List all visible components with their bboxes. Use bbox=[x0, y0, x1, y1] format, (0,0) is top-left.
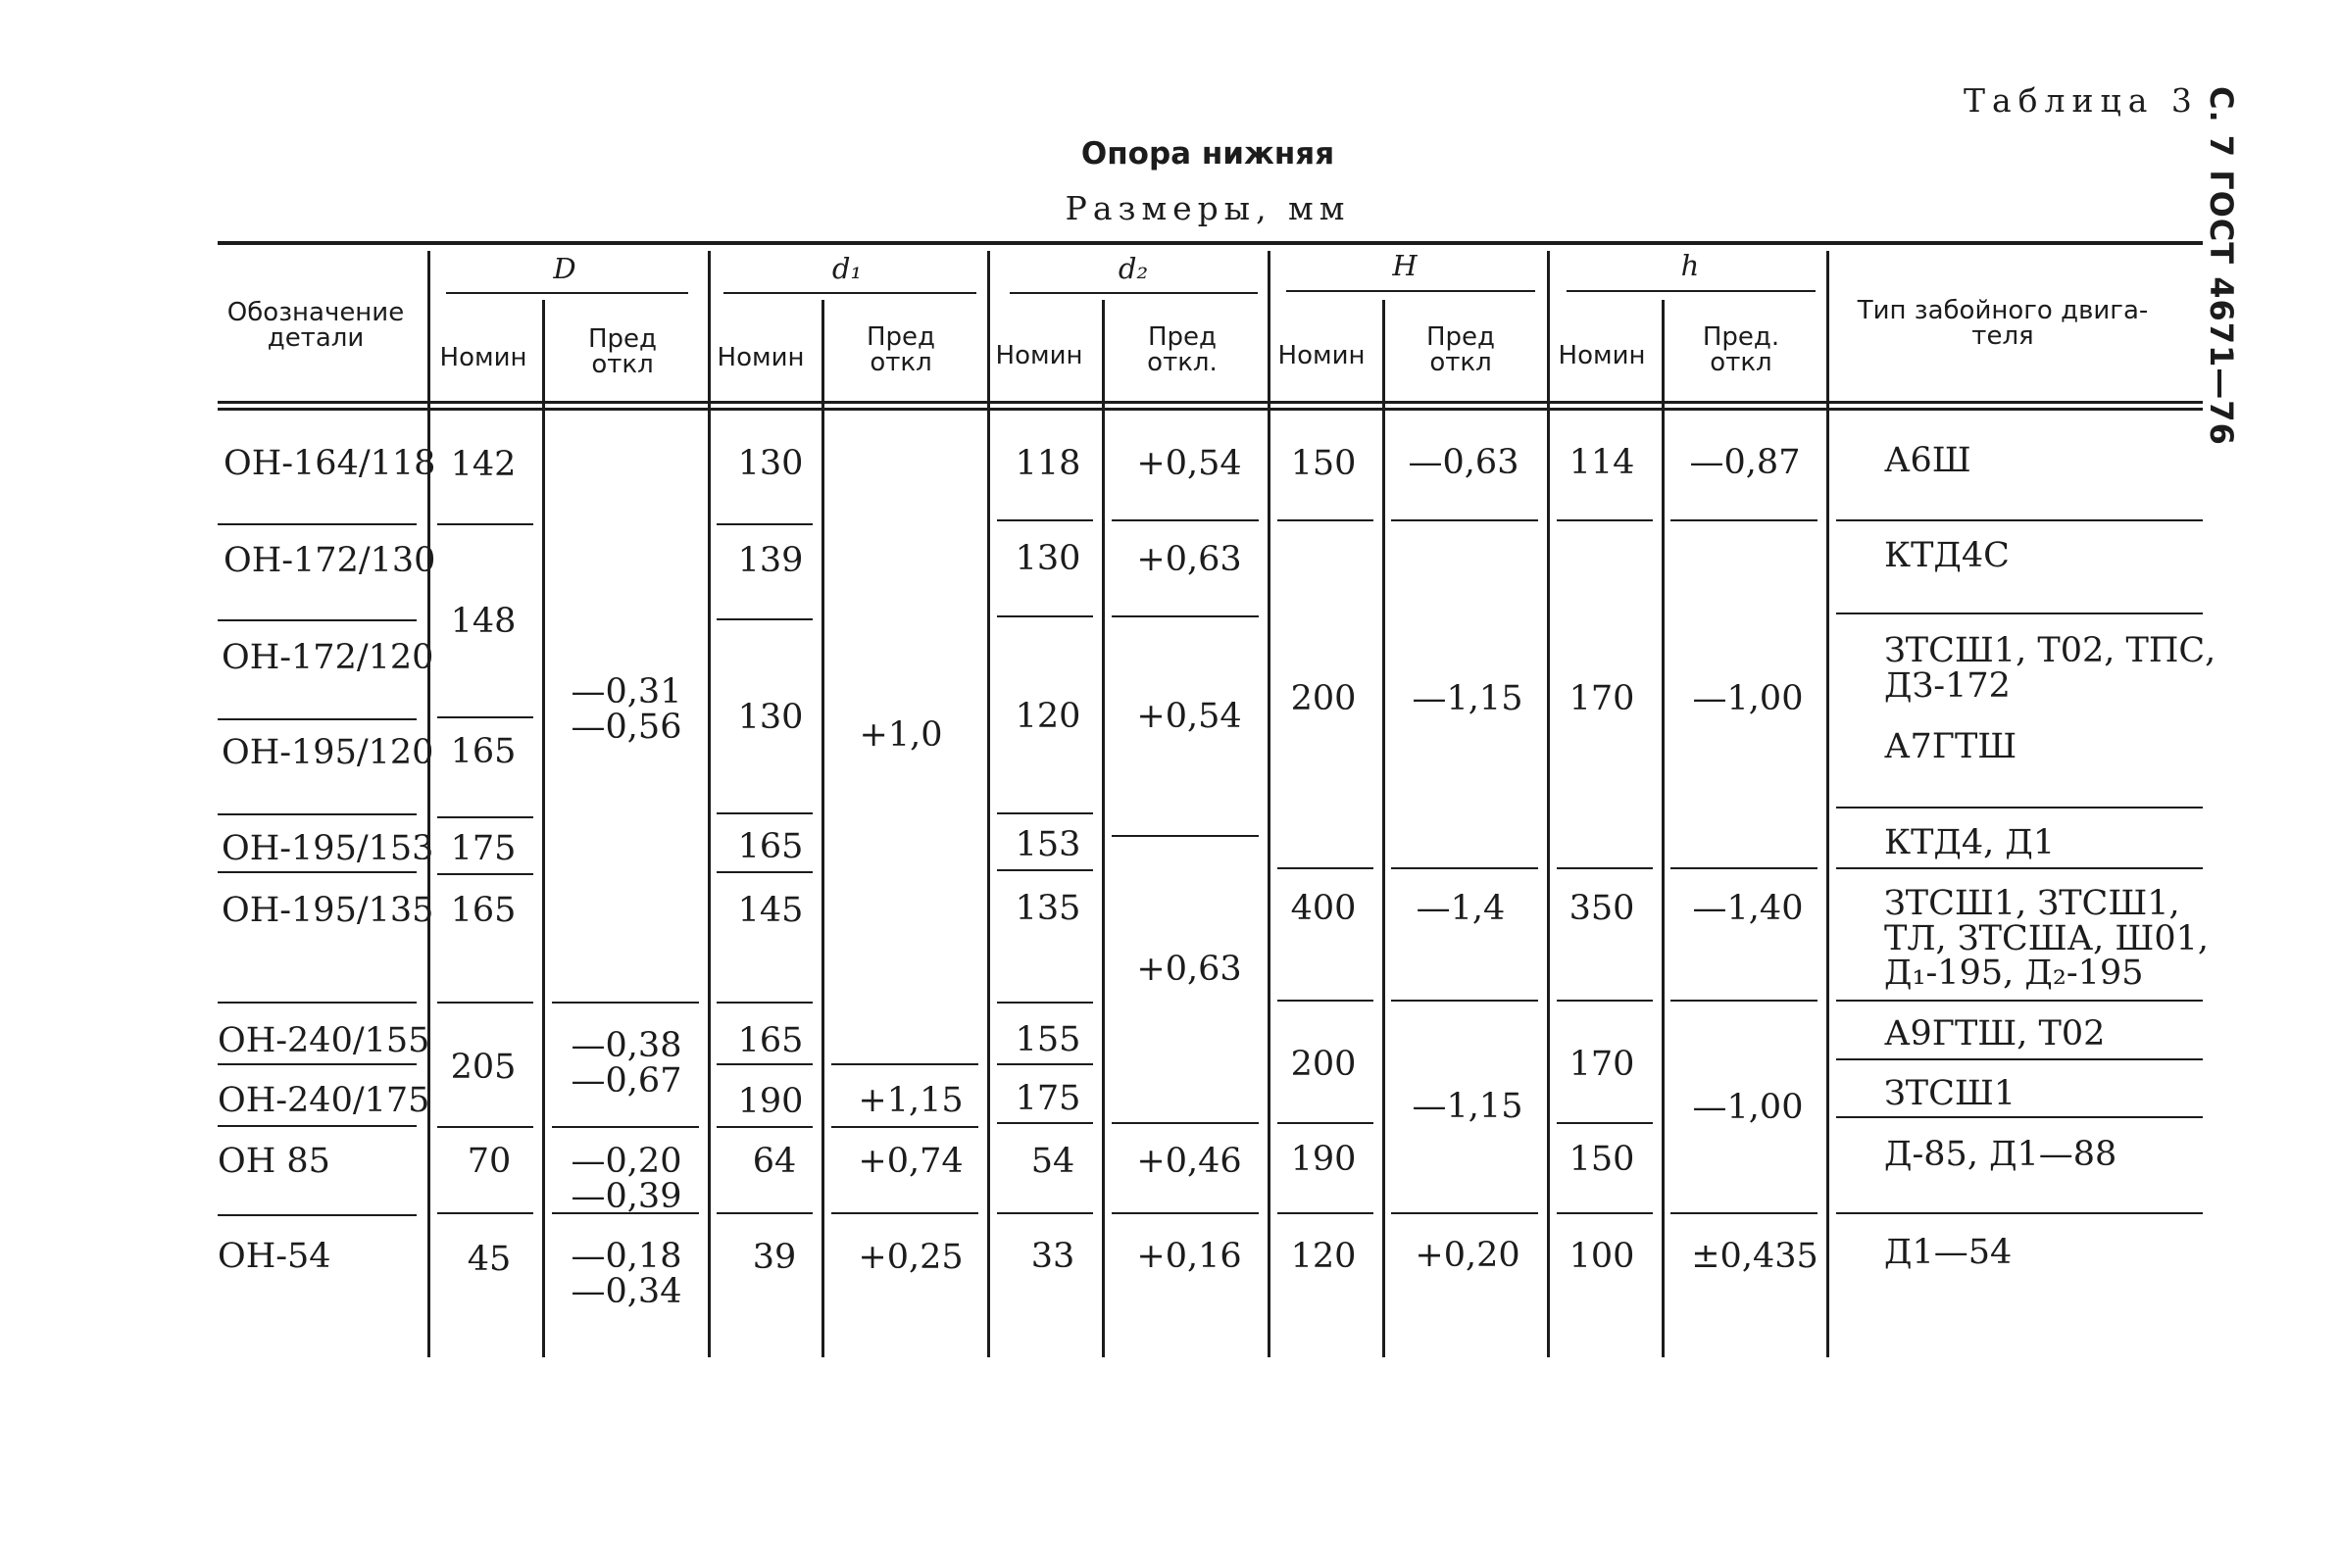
row-designation: ОН-195/135 bbox=[222, 891, 434, 930]
cell-h-deviation: —1,00 bbox=[1692, 679, 1804, 718]
cell-d2-deviation: +0,54 bbox=[1136, 697, 1242, 736]
cell-engine-type: А6Ш bbox=[1884, 441, 1971, 480]
cell-d1-deviation: +1,0 bbox=[859, 715, 943, 755]
cell-d1-deviation: +0,74 bbox=[858, 1142, 964, 1181]
cell-D-nominal: 165 bbox=[450, 891, 517, 930]
header-d1-deviation: Пред откл bbox=[866, 322, 936, 377]
cell-d1-nominal: 190 bbox=[737, 1082, 804, 1121]
cell-h-nominal: 170 bbox=[1568, 679, 1635, 718]
header-h-symbol: h bbox=[1680, 249, 1700, 282]
header-engine-type: Тип забойного двига- теля bbox=[1857, 296, 2149, 351]
cell-H-deviation: —0,63 bbox=[1408, 443, 1519, 482]
cell-d1-nominal: 145 bbox=[737, 891, 804, 930]
cell-h-deviation: —1,00 bbox=[1692, 1088, 1804, 1127]
header-d2-nominal: Номин bbox=[995, 341, 1083, 370]
cell-h-nominal: 170 bbox=[1568, 1045, 1635, 1084]
cell-d2-nominal: 33 bbox=[1030, 1237, 1075, 1276]
cell-d1-nominal: 165 bbox=[737, 1021, 804, 1060]
row-designation: ОН-240/175 bbox=[218, 1081, 430, 1120]
cell-h-nominal: 350 bbox=[1568, 889, 1635, 928]
page-standard-reference: С. 7 ГОСТ 4671—76 bbox=[2203, 86, 2240, 446]
cell-d2-nominal: 54 bbox=[1030, 1142, 1075, 1181]
cell-h-nominal: 150 bbox=[1568, 1140, 1635, 1179]
header-d1-symbol: d₁ bbox=[831, 252, 863, 285]
header-H-nominal: Номин bbox=[1277, 341, 1366, 370]
header-h-deviation: Пред. откл bbox=[1702, 322, 1780, 377]
cell-h-deviation: —1,40 bbox=[1692, 889, 1804, 928]
cell-d2-deviation: +0,16 bbox=[1136, 1237, 1242, 1276]
cell-H-nominal: 190 bbox=[1290, 1140, 1357, 1179]
cell-d2-deviation: +0,63 bbox=[1136, 540, 1242, 579]
row-designation: ОН-240/155 bbox=[218, 1021, 430, 1060]
cell-engine-type: А7ГТШ bbox=[1884, 727, 2017, 766]
cell-h-deviation: —0,87 bbox=[1689, 443, 1801, 482]
cell-d1-nominal: 39 bbox=[752, 1238, 797, 1277]
cell-D-nominal: 148 bbox=[450, 602, 517, 641]
cell-d2-nominal: 130 bbox=[1015, 539, 1081, 578]
cell-d1-nominal: 64 bbox=[752, 1142, 797, 1181]
cell-engine-type: ЗТСШ1 bbox=[1884, 1074, 2016, 1113]
cell-d2-nominal: 155 bbox=[1015, 1020, 1081, 1059]
cell-D-nominal: 165 bbox=[450, 732, 517, 771]
row-designation: ОН-195/120 bbox=[222, 733, 434, 772]
header-d2-symbol: d₂ bbox=[1118, 252, 1149, 285]
table-title: Опора нижняя bbox=[1080, 136, 1335, 172]
cell-D-nominal: 142 bbox=[450, 445, 517, 484]
header-D-symbol: D bbox=[553, 252, 576, 285]
table-number-label: Таблица 3 bbox=[1964, 81, 2199, 120]
cell-d1-deviation: +1,15 bbox=[858, 1081, 964, 1120]
cell-d2-deviation: +0,63 bbox=[1136, 950, 1242, 989]
cell-d1-nominal: 130 bbox=[737, 698, 804, 737]
cell-D-deviation: —0,31 —0,56 bbox=[571, 672, 682, 747]
cell-d1-nominal: 139 bbox=[737, 541, 804, 580]
cell-H-deviation: —1,15 bbox=[1412, 1087, 1523, 1126]
cell-h-nominal: 100 bbox=[1568, 1237, 1635, 1276]
cell-d2-deviation: +0,46 bbox=[1136, 1142, 1242, 1181]
cell-engine-type: ЗТСШ1, Т02, ТПС, ДЗ-172 bbox=[1884, 631, 2216, 706]
cell-d2-nominal: 175 bbox=[1015, 1079, 1081, 1118]
cell-h-deviation: ±0,435 bbox=[1691, 1237, 1818, 1276]
cell-h-nominal: 114 bbox=[1568, 443, 1635, 482]
header-D-nominal: Номин bbox=[439, 343, 527, 372]
cell-H-nominal: 150 bbox=[1290, 444, 1357, 483]
cell-engine-type: Д-85, Д1—88 bbox=[1884, 1135, 2117, 1174]
cell-H-deviation: +0,20 bbox=[1415, 1236, 1520, 1275]
row-designation: ОН-54 bbox=[218, 1237, 331, 1276]
cell-d2-nominal: 135 bbox=[1015, 889, 1081, 928]
header-designation: Обозначение детали bbox=[226, 298, 405, 353]
row-designation: ОН-172/130 bbox=[224, 541, 436, 580]
cell-H-nominal: 200 bbox=[1290, 1045, 1357, 1084]
header-d2-deviation: Пред откл. bbox=[1147, 322, 1218, 377]
cell-D-deviation: —0,18 —0,34 bbox=[571, 1237, 682, 1311]
cell-H-deviation: —1,15 bbox=[1412, 679, 1523, 718]
cell-engine-type: КТД4С bbox=[1884, 536, 2010, 575]
cell-engine-type: КТД4, Д1 bbox=[1884, 823, 2056, 862]
cell-d2-deviation: +0,54 bbox=[1136, 444, 1242, 483]
cell-H-nominal: 200 bbox=[1290, 679, 1357, 718]
cell-engine-type: ЗТСШ1, ЗТСШ1, ТЛ, ЗТСША, Ш01, Д₁-195, Д₂-195 bbox=[1884, 884, 2210, 994]
header-H-symbol: H bbox=[1392, 249, 1418, 282]
row-designation: ОН 85 bbox=[218, 1142, 330, 1181]
cell-D-nominal: 205 bbox=[450, 1048, 517, 1087]
cell-d1-deviation: +0,25 bbox=[858, 1238, 964, 1277]
cell-D-deviation: —0,20 —0,39 bbox=[571, 1142, 682, 1216]
cell-D-nominal: 70 bbox=[467, 1142, 512, 1181]
cell-engine-type: Д1—54 bbox=[1884, 1233, 2013, 1272]
cell-d1-nominal: 165 bbox=[737, 827, 804, 866]
table-subtitle: Размеры, мм bbox=[1065, 189, 1351, 227]
cell-D-nominal: 175 bbox=[450, 829, 517, 868]
cell-d2-nominal: 153 bbox=[1015, 825, 1081, 864]
header-D-deviation: Пред откл bbox=[587, 324, 658, 379]
cell-D-deviation: —0,38 —0,67 bbox=[571, 1026, 682, 1101]
cell-H-deviation: —1,4 bbox=[1416, 889, 1506, 928]
cell-H-nominal: 400 bbox=[1290, 889, 1357, 928]
row-designation: ОН-164/118 bbox=[224, 444, 436, 483]
cell-d2-nominal: 120 bbox=[1015, 697, 1081, 736]
cell-H-nominal: 120 bbox=[1290, 1237, 1357, 1276]
cell-d2-nominal: 118 bbox=[1015, 444, 1081, 483]
row-designation: ОН-172/120 bbox=[222, 638, 434, 677]
cell-D-nominal: 45 bbox=[467, 1240, 512, 1279]
header-H-deviation: Пред откл bbox=[1425, 322, 1496, 377]
row-designation: ОН-195/153 bbox=[222, 829, 434, 868]
cell-d1-nominal: 130 bbox=[737, 444, 804, 483]
header-h-nominal: Номин bbox=[1558, 341, 1646, 370]
header-d1-nominal: Номин bbox=[717, 343, 805, 372]
cell-engine-type: А9ГТШ, Т02 bbox=[1884, 1014, 2106, 1054]
